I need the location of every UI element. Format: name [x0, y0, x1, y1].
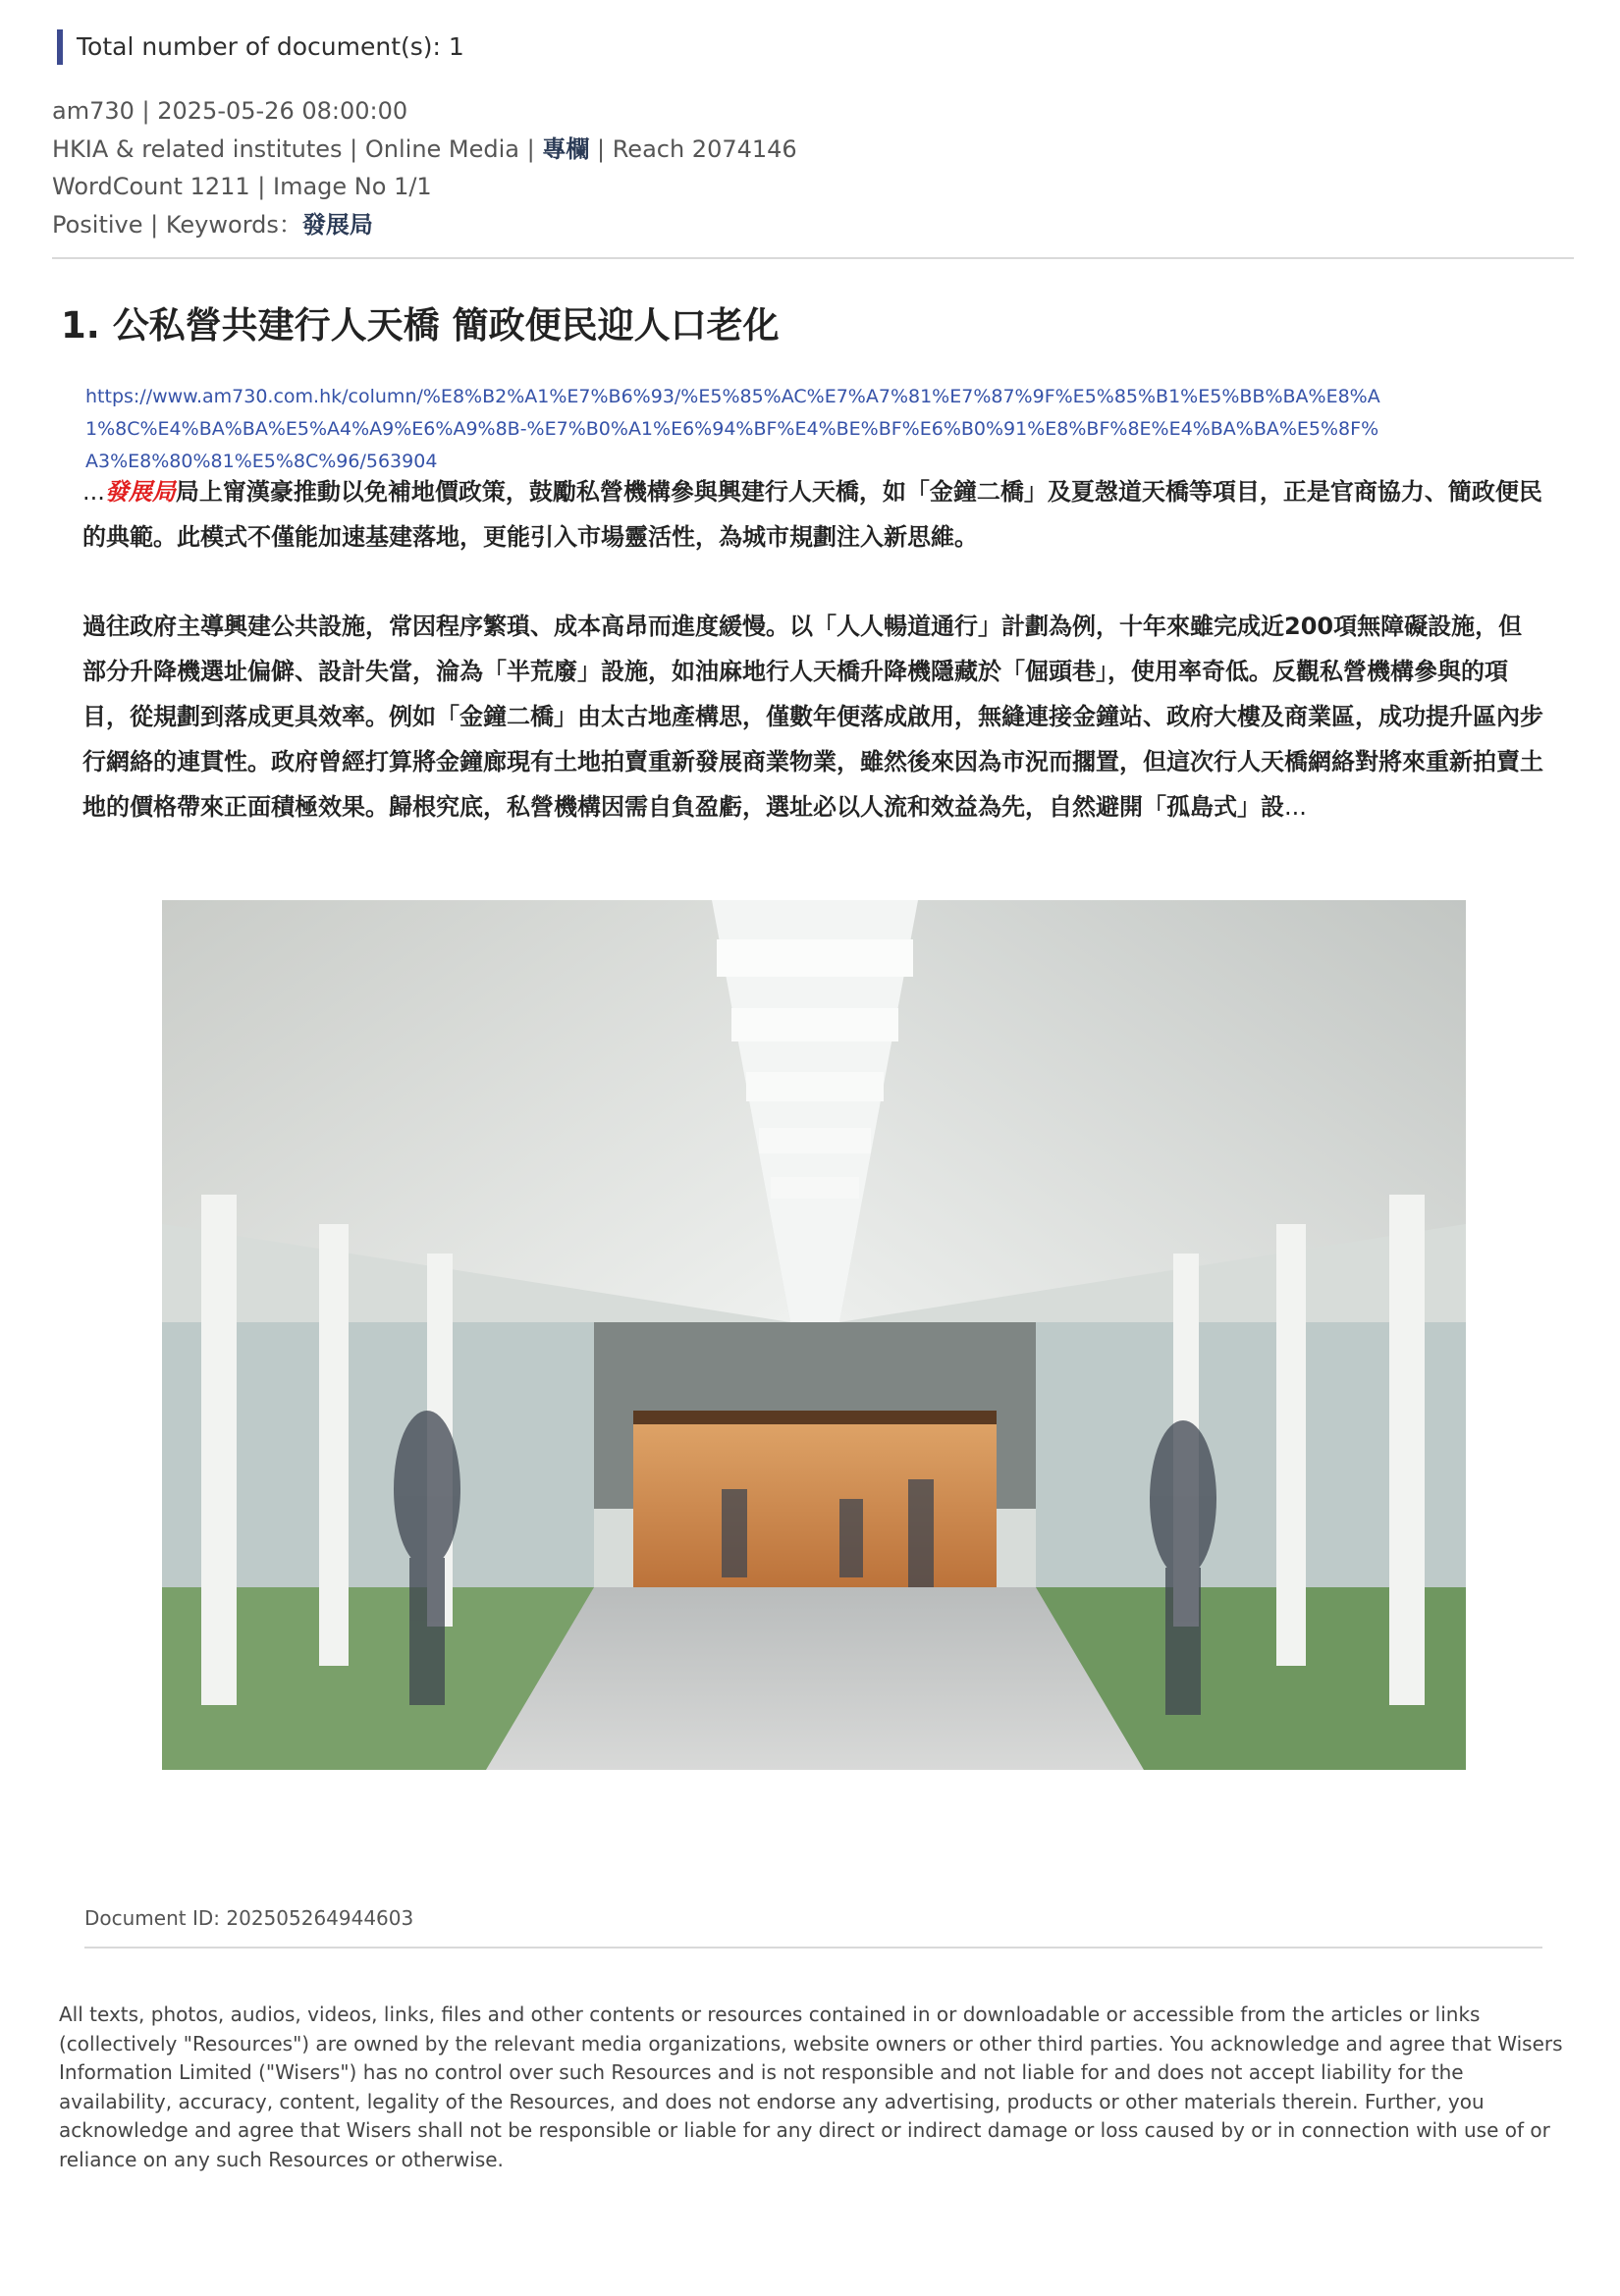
article-metadata	[52, 92, 1584, 243]
meta-source-date: am730 | 2025-05-26 08:00:00	[52, 97, 408, 125]
meta-reach: | Reach 2074146	[589, 134, 797, 163]
meta-wordcount: WordCount 1211 | Image No 1/1	[52, 173, 432, 200]
meta-keyword: 發展局	[301, 210, 373, 239]
meta-section: 專欄	[542, 134, 590, 163]
article-photo	[162, 900, 1466, 1770]
article-paragraph-2	[82, 604, 1545, 829]
paragraph-tail-ellipsis: ...	[1284, 793, 1307, 821]
meta-category	[52, 131, 1584, 169]
bottom-divider	[84, 1947, 1542, 1949]
meta-sentiment	[52, 206, 1584, 244]
document-id: Document ID: 202505264944603	[84, 1906, 414, 1930]
meta-category-prefix: HKIA & related institutes | Online Media |	[52, 134, 543, 163]
paragraph-lead-ellipsis: ...	[82, 478, 105, 506]
disclaimer-text: All texts, photos, audios, videos, links, files and other contents or resources contained in or downloadable or accessible from the articles or links (collectively "Resources") are owned by the relevant media organizations, website owners or other third parties. You acknowledge and agree that Wisers Information Limited ("Wisers") has no control over such Resources and is not responsible and not liable for and does not accept liability for the availability, accuracy, content, legality of the Resources, and does not endorse any advertising, products or other materials therein. Further, you acknowledge and agree that Wisers shall not be responsible or liable for any direct or indirect damage or loss caused by or in connection with use of or reliance on any such Resources or otherwise.	[59, 2002, 1563, 2171]
document-count: Total number of document(s): 1	[57, 29, 464, 65]
meta-sentiment-prefix: Positive | Keywords：	[52, 210, 302, 239]
article-url-link[interactable]: https://www.am730.com.hk/column/%E8%B2%A1%E7%B6%93/%E5%85%AC%E7%A7%81%E7%87%9F%E5%85%B1%E5%BB%BA%E8%A1%8C%E4%BA%BA%E5%A4%A9%E6%A9%8B-%E7%B0%A1%E6%94%BF%E4%BE%BF%E6%B0%91%E8%BF%8E%E4%BA%BA%E5%8F%A3%E8%80%81%E5%8C%96/563904	[85, 386, 1380, 472]
article-title	[61, 300, 1553, 351]
article-number: 1.	[61, 304, 113, 347]
paragraph-1-text: 局上甯漢豪推動以免補地價政策，鼓勵私營機構參與興建行人天橋，如「金鐘二橋」及夏愨道天橋等項目，正是官商協力、簡政便民的典範。此模式不僅能加速基建落地，更能引入市場靈活性，為城市規劃注入新思維。	[82, 478, 1542, 551]
article-paragraph-1	[82, 469, 1545, 560]
article-title-text: 公私營共建行人天橋 簡政便民迎人口老化	[112, 304, 780, 347]
top-divider	[52, 257, 1574, 259]
keyword-highlight: 發展局	[104, 478, 176, 506]
paragraph-2-text: 過往政府主導興建公共設施，常因程序繁瑣、成本高昂而進度緩慢。以「人人暢道通行」計劃為例，十年來雖完成近200項無障礙設施，但部分升降機選址偏僻、設計失當，淪為「半荒廢」設施，如油麻地行人天橋升降機隱藏於「倔頭巷」，使用率奇低。反觀私營機構參與的項目，從規劃到落成更具效率。例如「金鐘二橋」由太古地產構思，僅數年便落成啟用，無縫連接金鐘站、政府大樓及商業區，成功提升區內步行網絡的連貫性。政府曾經打算將金鐘廊現有土地拍賣重新發展商業物業，雖然後來因為市況而擱置，但這次行人天橋網絡對將來重新拍賣土地的價格帶來正面積極效果。歸根究底，私營機構因需自負盈虧，選址必以人流和效益為先，自然避開「孤島式」設	[82, 613, 1543, 821]
